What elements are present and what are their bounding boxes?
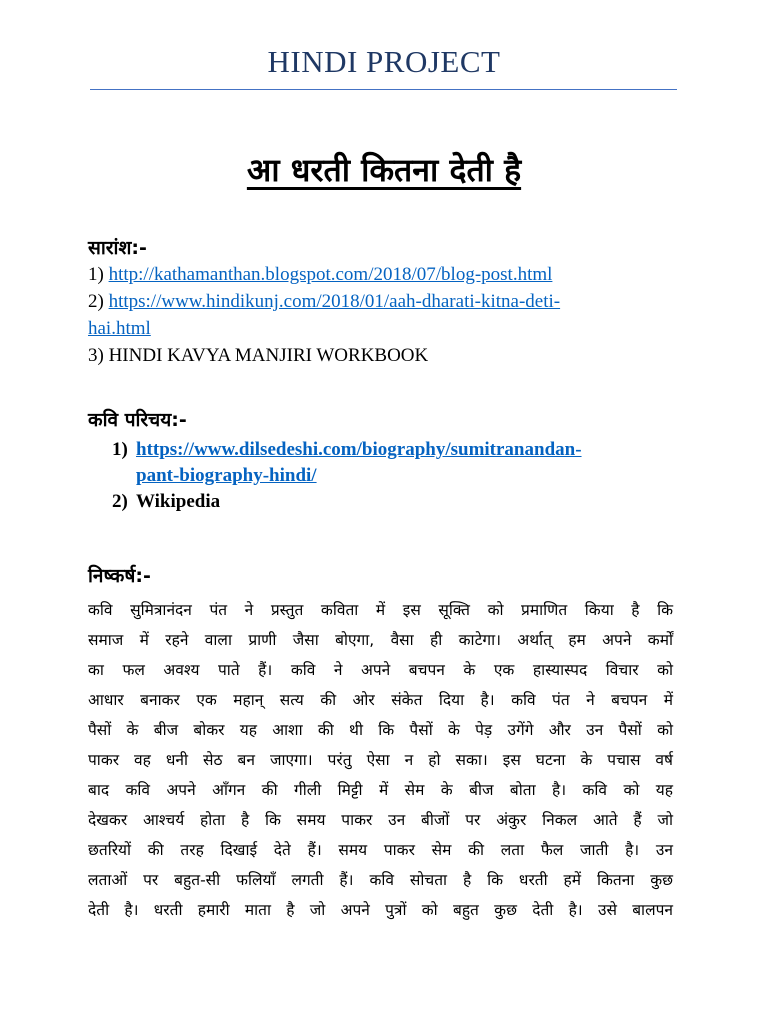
header-divider <box>90 89 677 90</box>
conclusion-line: छतरियों की तरह दिखाई देते हैं। समय पाकर सेम की लता फैल जाती है। उन <box>88 841 673 859</box>
conclusion-line: देती है। धरती हमारी माता है जो अपने पुत्रों को बहुत कुछ देती है। उसे बालपन <box>88 901 673 919</box>
poet-intro-item-2-text: Wikipedia <box>136 491 221 512</box>
summary-link-2-continuation[interactable]: hai.html <box>88 318 151 339</box>
summary-item-2 <box>88 291 560 313</box>
poet-intro-item-1-num: 1) <box>112 439 128 460</box>
poet-intro-item-2-num: 2) <box>112 491 128 512</box>
poet-intro-item-2 <box>112 491 582 517</box>
conclusion-paragraph <box>88 595 673 925</box>
summary-item-3-num: 3) <box>88 345 104 366</box>
summary-item-3 <box>88 345 428 367</box>
poet-intro-item-1 <box>112 439 582 465</box>
summary-item-1-num: 1) <box>88 264 104 285</box>
summary-item-1 <box>88 264 552 286</box>
poet-intro-item-1-cont <box>112 465 582 491</box>
conclusion-line: लताओं पर बहुत-सी फलियाँ लगती हैं। कवि सोचता है कि धरती हमें कितना कुछ <box>88 871 673 889</box>
summary-link-1[interactable]: http://kathamanthan.blogspot.com/2018/07/blog-post.html <box>108 264 553 285</box>
poet-intro-link-1[interactable]: https://www.dilsedeshi.com/biography/sumitranandan- <box>136 439 582 460</box>
conclusion-line: बाद कवि अपने आँगन की गीली मिट्टी में सेम के बीज बोता है। कवि को यह <box>88 781 673 799</box>
conclusion-heading: निष्कर्ष:- <box>88 565 151 587</box>
header-title: HINDI PROJECT <box>267 44 501 79</box>
summary-item-2-num: 2) <box>88 291 104 312</box>
conclusion-line: पैसों के बीज बोकर यह आशा की थी कि पैसों के पेड़ उगेंगे और उन पैसों को <box>88 721 673 739</box>
conclusion-line: आधार बनाकर एक महान् सत्य की ओर संकेत दिया है। कवि पंत ने बचपन में <box>88 691 673 709</box>
conclusion-line: देखकर आश्चर्य होता है कि समय पाकर उन बीजों पर अंकुर निकल आते हैं जो <box>88 811 673 829</box>
poet-intro-heading: कवि परिचय:- <box>88 409 187 431</box>
document-title-text: आ धरती कितना देती है <box>246 151 522 189</box>
conclusion-line: समाज में रहने वाला प्राणी जैसा बोएगा, वैसा ही काटेगा। अर्थात् हम अपने कर्मों <box>88 631 673 649</box>
summary-item-3-text: HINDI KAVYA MANJIRI WORKBOOK <box>108 345 429 366</box>
poet-intro-link-1-continuation[interactable]: pant-biography-hindi/ <box>136 465 317 486</box>
summary-link-2[interactable]: https://www.hindikunj.com/2018/01/aah-dharati-kitna-deti- <box>108 291 561 312</box>
conclusion-line: का फल अवश्य पाते हैं। कवि ने अपने बचपन के एक हास्यास्पद विचार को <box>88 661 673 679</box>
summary-heading: सारांश:- <box>88 237 147 259</box>
summary-item-2-cont <box>88 318 151 340</box>
conclusion-line: कवि सुमित्रानंदन पंत ने प्रस्तुत कविता में इस सूक्ति को प्रमाणित किया है कि <box>88 601 673 619</box>
document-title <box>0 148 768 191</box>
conclusion-line: पाकर वह धनी सेठ बन जाएगा। परंतु ऐसा न हो सका। इस घटना के पचास वर्ष <box>88 751 673 769</box>
poet-intro-list <box>112 439 582 517</box>
